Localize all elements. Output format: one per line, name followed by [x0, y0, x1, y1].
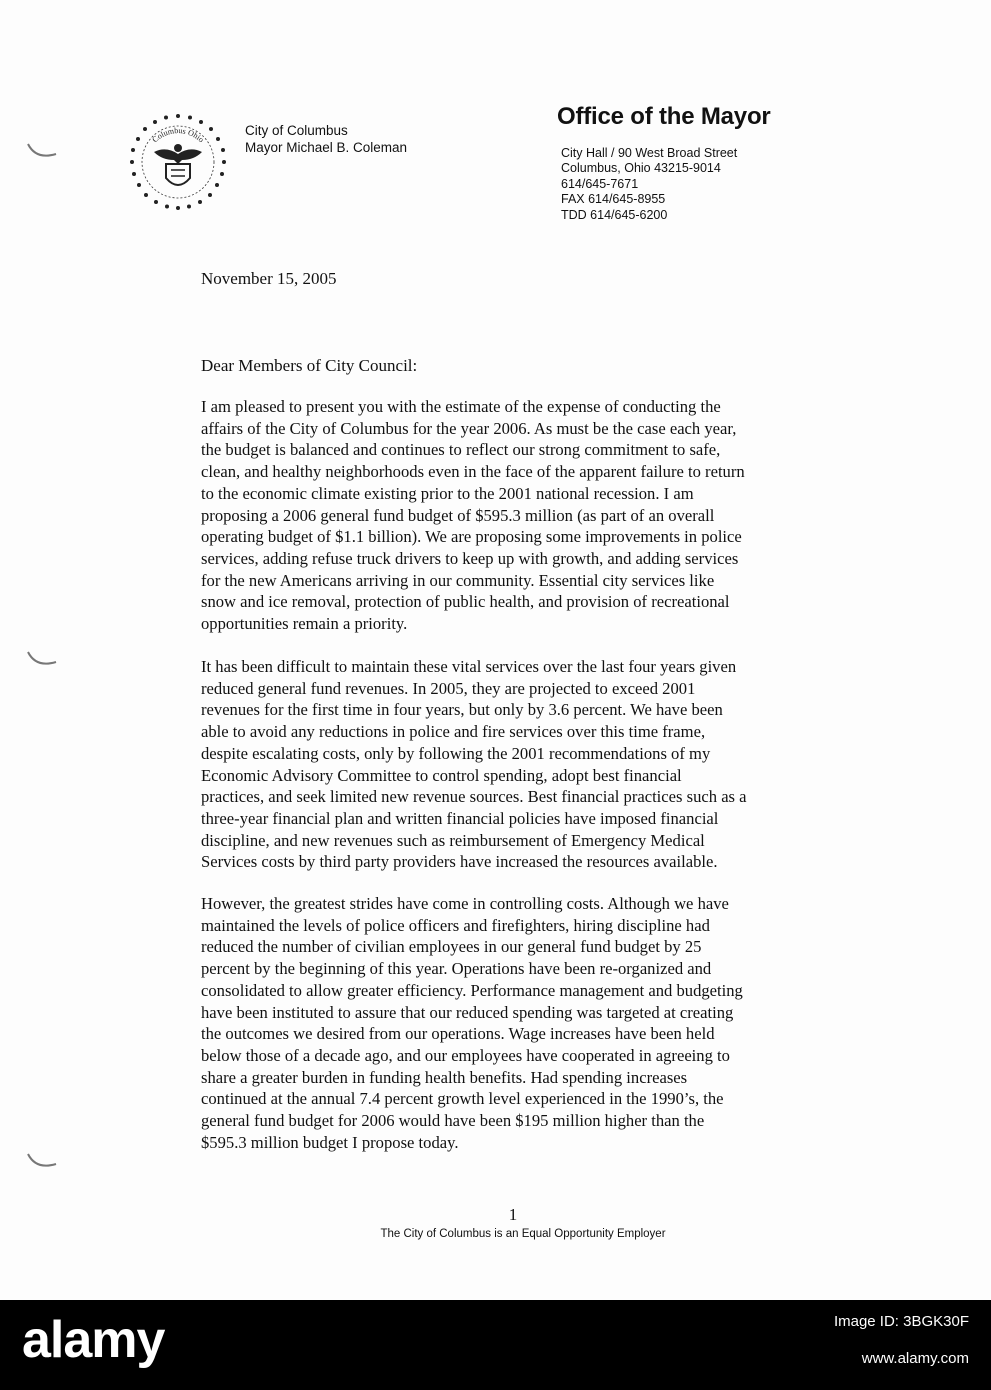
paragraph-line: reduced general fund revenues. In 2005, they are projected to exceed 2001 [201, 678, 696, 698]
address-line: City Hall / 90 West Broad Street [561, 146, 738, 160]
letter-date: November 15, 2005 [201, 269, 337, 288]
paragraph-line: proposing a 2006 general fund budget of $595.3 million (as part of an overall [201, 505, 715, 525]
svg-text:Columbus Ohio [150, 126, 205, 144]
paragraph-line: Economic Advisory Committee to control spending, adopt best financial [201, 765, 682, 785]
salutation: Dear Members of City Council: [201, 356, 418, 375]
stock-logo[interactable]: alamy [22, 1311, 165, 1369]
city-seal-icon [124, 108, 232, 216]
paragraph-line: maintained the levels of police officers and firefighters, hiring discipline had [201, 915, 710, 935]
paragraph [201, 656, 826, 873]
paragraph-line: the budget is balanced and continues to reflect our strong commitment to safe, [201, 440, 721, 460]
phone-line: 614/645-7671 [561, 176, 639, 191]
page-number: 1 [508, 1205, 518, 1224]
paragraph-line: services, adding refuse truck drivers to keep up with growth, and adding services [201, 548, 739, 568]
paragraph-line: affairs of the City of Columbus for the year 2006. As must be the case each year, [201, 418, 737, 438]
address-line: Columbus, Ohio 43215-9014 [561, 161, 721, 176]
paragraph-line: general fund budget for 2006 would have been $195 million higher than the [201, 1111, 705, 1131]
paragraph-line: have been instituted to assure that our reduced spending was targeted at creating [201, 1002, 734, 1022]
paragraph-line: percent by the beginning of this year. Operations have been re-organized and [201, 959, 712, 979]
paragraph-line: I am pleased to present you with the estimate of the expense of conducting the [201, 397, 721, 416]
paragraph-line: for the new Americans arriving in our community. Essential city services like [201, 570, 715, 590]
paragraph-line: to the economic climate existing prior to the 2001 national recession. I am [201, 483, 694, 503]
paragraph-line: clean, and healthy neighborhoods even in the face of the apparent failure to return [201, 462, 745, 482]
address-block [561, 146, 737, 223]
paragraph-line: snow and ice removal, protection of public health, and provision of recreational [201, 592, 730, 612]
paragraph-line: consolidated to allow greater efficiency. Performance management and budgeting [201, 980, 743, 1000]
paragraph [201, 396, 826, 635]
paragraph-line: Services costs by third party providers have increased the resources available. [201, 852, 718, 872]
sender-mayor: Mayor Michael B. Coleman [245, 140, 408, 155]
paragraph-line: revenues for the first time in four years, but only by 3.6 percent. We have been [201, 700, 723, 720]
stock-url[interactable]: www.alamy.com [861, 1350, 969, 1367]
paragraph-line: practices, and seek limited new revenue sources. Best financial practices such as a [201, 787, 747, 807]
paragraph-line: operating budget of $1.1 billion). We are proposing some improvements in police [201, 527, 742, 547]
paragraph-line: reduced the number of civilian employees in our general fund budget by 25 [201, 937, 702, 957]
sender-city: City of Columbus [245, 123, 348, 138]
paragraph-line: discipline, and new revenues such as reimbursement of Emergency Medical [201, 830, 705, 850]
paragraph-line: share a greater burden in funding health benefits. Had spending increases [201, 1067, 688, 1087]
seal-text: Columbus Ohio [150, 126, 206, 145]
footer-note: The City of Columbus is an Equal Opportunity Employer [380, 1228, 666, 1240]
paragraph-line: continued at the annual 7.4 percent growth level experienced in the 1990’s, the [201, 1089, 724, 1109]
tdd-line: TDD 614/645-6200 [561, 207, 668, 222]
paragraph-line: However, the greatest strides have come in controlling costs. Although we have [201, 894, 729, 913]
paragraph-line: able to avoid any reductions in police and fire services over this time frame, [201, 722, 706, 742]
binder-hole-icon [22, 1150, 62, 1174]
sender-block [245, 122, 407, 156]
paragraph-line: despite escalating costs, only by following the 2001 recommendations of my [201, 743, 711, 763]
binder-hole-icon [22, 140, 62, 164]
paragraph-line: the outcomes we desired from our operations. Wage increases have been held [201, 1024, 715, 1044]
paragraph-line: opportunities remain a priority. [201, 614, 408, 634]
paragraph-line: $595.3 million budget I propose today. [201, 1132, 459, 1152]
stock-image-id: Image ID: 3BGK30F [833, 1313, 969, 1330]
fax-line: FAX 614/645-8955 [561, 192, 666, 207]
paragraph-line: It has been difficult to maintain these vital services over the last four years given [201, 657, 737, 676]
paragraph [201, 893, 826, 1153]
paragraph-line: three-year financial plan and written financial policies have imposed financial [201, 808, 719, 828]
office-title: Office of the Mayor [557, 103, 771, 130]
paragraph-line: below those of a decade ago, and our employees have cooperated in agreeing to [201, 1045, 730, 1065]
binder-hole-icon [22, 648, 62, 672]
